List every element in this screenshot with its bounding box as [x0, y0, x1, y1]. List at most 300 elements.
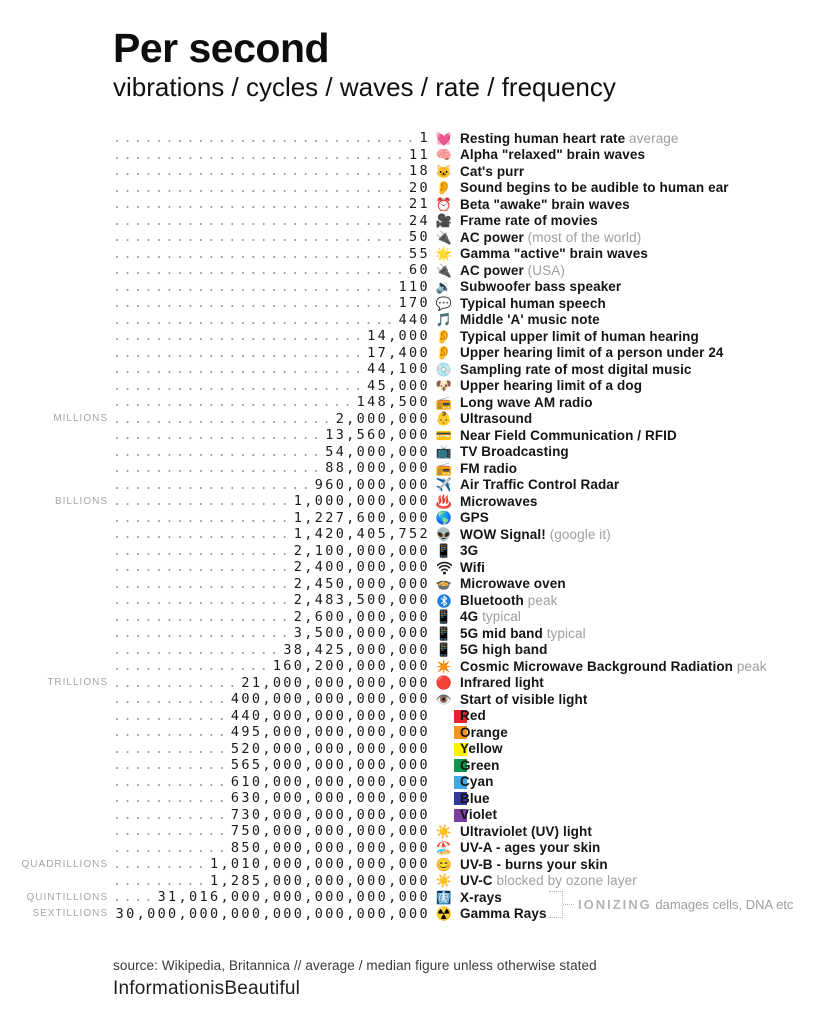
- value-with-leader: [113, 543, 430, 559]
- value-with-leader: [113, 609, 430, 625]
- alien-icon: 👽: [435, 526, 453, 542]
- value-with-leader: [113, 295, 430, 311]
- dot-leader: [113, 576, 294, 592]
- item-label: Typical human speech: [460, 295, 606, 311]
- frequency-row: [0, 130, 819, 147]
- value-with-leader: [113, 856, 430, 872]
- frequency-row: [0, 262, 819, 279]
- magnitude-label: SEXTILLIONS: [32, 908, 108, 920]
- frequency-value: 400,000,000,000,000: [230, 691, 430, 708]
- frequency-row: [0, 229, 819, 246]
- frequency-row: [0, 411, 819, 428]
- frequency-value: 45,000: [367, 377, 430, 394]
- green-swatch-icon: [432, 758, 456, 772]
- dot-leader: [113, 823, 231, 839]
- dot-leader: [113, 130, 420, 146]
- value-with-leader: [113, 592, 430, 608]
- dot-leader: [113, 658, 273, 674]
- frequency-value: 960,000,000: [314, 476, 430, 493]
- brand-logo: InformationisBeautiful: [113, 978, 301, 999]
- frequency-row: [0, 394, 819, 411]
- value-with-leader: [113, 378, 430, 394]
- frequency-value: 160,200,000,000: [272, 658, 430, 675]
- frequency-row: [0, 840, 819, 857]
- value-with-leader: [113, 625, 430, 641]
- value-with-leader: [113, 196, 430, 212]
- value-with-leader: [113, 906, 430, 922]
- electric-plug-icon: 🔌: [435, 229, 453, 245]
- item-label: Infrared light: [460, 675, 544, 691]
- value-with-leader: [113, 180, 430, 196]
- value-with-leader: [113, 724, 430, 740]
- cat-face-icon: 🐱: [435, 163, 453, 179]
- frequency-row: [0, 163, 819, 180]
- dot-leader: [113, 559, 294, 575]
- frequency-row: [0, 493, 819, 510]
- value-with-leader: [113, 526, 430, 542]
- dot-leader: [113, 625, 294, 641]
- item-label: Gamma "active" brain waves: [460, 246, 648, 262]
- mobile-phone-icon: 📱: [435, 642, 453, 658]
- frequency-value: 730,000,000,000,000: [230, 806, 430, 823]
- item-note: average: [625, 130, 679, 146]
- dot-leader: [113, 642, 283, 658]
- item-label: 5G mid band typical: [460, 625, 586, 641]
- frequency-row: [0, 213, 819, 230]
- source-credit: source: Wikipedia, Britannica // average / median figure unless otherwise stated: [113, 958, 597, 973]
- frequency-value: 31,016,000,000,000,000,000: [157, 889, 430, 906]
- item-label: Typical upper limit of human hearing: [460, 328, 699, 344]
- ionizing-text: [578, 897, 793, 912]
- dot-leader: [113, 889, 158, 905]
- frequency-row: [0, 295, 819, 312]
- frequency-row: [0, 559, 819, 576]
- dot-leader: [113, 807, 231, 823]
- frequency-row: [0, 625, 819, 642]
- frequency-value: 2,600,000,000: [293, 608, 430, 625]
- musical-note-icon: 🎵: [435, 312, 453, 328]
- frequency-row: [0, 609, 819, 626]
- frequency-row: [0, 691, 819, 708]
- frequency-row: [0, 460, 819, 477]
- item-label: Sound begins to be audible to human ear: [460, 180, 729, 196]
- dot-leader: [113, 328, 367, 344]
- value-with-leader: [113, 460, 430, 476]
- item-label: UV-A - ages your skin: [460, 840, 601, 856]
- frequency-value: 3,500,000,000: [293, 625, 430, 642]
- speech-balloon-icon: 💬: [435, 295, 453, 311]
- value-with-leader: [113, 642, 430, 658]
- value-with-leader: [113, 279, 430, 295]
- item-label: Cat's purr: [460, 163, 525, 179]
- value-with-leader: [113, 213, 430, 229]
- frequency-value: 850,000,000,000,000: [230, 839, 430, 856]
- frequency-value: 14,000: [367, 328, 430, 345]
- header: [113, 26, 616, 103]
- beating-heart-icon: 💓: [435, 130, 453, 146]
- frequency-row: [0, 345, 819, 362]
- frequency-value: 17,400: [367, 344, 430, 361]
- frequency-row: [0, 642, 819, 659]
- dot-leader: [113, 279, 399, 295]
- frequency-value: 13,560,000: [325, 427, 430, 444]
- dot-leader: [113, 510, 294, 526]
- frequency-row: [0, 361, 819, 378]
- ear-icon: 👂: [435, 328, 453, 344]
- item-note: (most of the world): [523, 229, 642, 245]
- item-note: (google it): [545, 526, 611, 542]
- pot-of-food-icon: 🍲: [435, 576, 453, 592]
- dot-leader: [113, 444, 325, 460]
- item-label: Middle 'A' music note: [460, 312, 600, 328]
- magnitude-label: TRILLIONS: [47, 677, 108, 689]
- radio-icon: 📻: [435, 394, 453, 410]
- xray-icon: 🩻: [435, 889, 453, 905]
- value-with-leader: [113, 889, 430, 905]
- dot-leader: [113, 163, 409, 179]
- frequency-value: 1,285,000,000,000,000: [209, 872, 430, 889]
- movie-camera-icon: 🎥: [435, 213, 453, 229]
- dot-leader: [113, 774, 231, 790]
- item-note: typical: [478, 609, 522, 625]
- dot-leader: [113, 345, 367, 361]
- item-label: Air Traffic Control Radar: [460, 477, 620, 493]
- item-label: Ultrasound: [460, 411, 533, 427]
- radio-icon: 📻: [435, 460, 453, 476]
- value-with-leader: [113, 130, 430, 146]
- frequency-value: 520,000,000,000,000: [230, 740, 430, 757]
- dot-leader: [113, 691, 231, 707]
- frequency-value: 88,000,000: [325, 460, 430, 477]
- item-label: Upper hearing limit of a person under 24: [460, 345, 724, 361]
- item-label: Ultraviolet (UV) light: [460, 823, 592, 839]
- item-label: Microwave oven: [460, 576, 566, 592]
- dot-leader: [113, 213, 409, 229]
- frequency-value: 18: [409, 163, 430, 180]
- beach-umbrella-icon: 🏖️: [435, 840, 453, 856]
- item-label: Cyan: [460, 774, 494, 790]
- dot-leader: [113, 229, 409, 245]
- item-note: blocked by ozone layer: [492, 873, 637, 889]
- value-with-leader: [113, 328, 430, 344]
- frequency-row: [0, 279, 819, 296]
- frequency-value: 55: [409, 245, 430, 262]
- value-with-leader: [113, 559, 430, 575]
- frequency-row: [0, 823, 819, 840]
- dot-leader: [113, 724, 231, 740]
- magnitude-label: QUADRILLIONS: [21, 858, 108, 870]
- value-with-leader: [113, 741, 430, 757]
- value-with-leader: [113, 444, 430, 460]
- dot-leader: [113, 609, 294, 625]
- value-with-leader: [113, 658, 430, 674]
- dot-leader: [113, 147, 409, 163]
- frequency-value: 21,000,000,000,000: [241, 674, 430, 691]
- value-with-leader: [113, 246, 430, 262]
- frequency-value: 110: [398, 278, 430, 295]
- frequency-value: 54,000,000: [325, 443, 430, 460]
- value-with-leader: [113, 708, 430, 724]
- item-label: Sampling rate of most digital music: [460, 361, 692, 377]
- value-with-leader: [113, 510, 430, 526]
- item-label: FM radio: [460, 460, 518, 476]
- cyan-swatch-icon: [432, 775, 456, 789]
- electric-plug-icon: 🔌: [435, 262, 453, 278]
- frequency-value: 50: [409, 229, 430, 246]
- value-with-leader: [113, 807, 430, 823]
- frequency-row: [0, 328, 819, 345]
- item-label: Yellow: [460, 741, 503, 757]
- dot-leader: [113, 856, 210, 872]
- red-swatch-icon: [432, 709, 456, 723]
- value-with-leader: [113, 262, 430, 278]
- frequency-value: 1,010,000,000,000,000: [209, 856, 430, 873]
- dot-leader: [113, 493, 294, 509]
- magnitude-label: MILLIONS: [53, 413, 108, 425]
- item-label: Cosmic Microwave Background Radiation peak: [460, 658, 767, 674]
- frequency-row: [0, 592, 819, 609]
- frequency-value: 30,000,000,000,000,000,000,000: [115, 905, 430, 922]
- value-with-leader: [113, 147, 430, 163]
- dot-leader: [113, 790, 231, 806]
- frequency-row: [0, 543, 819, 560]
- value-with-leader: [113, 774, 430, 790]
- frequency-row: [0, 576, 819, 593]
- eye-icon: 👁️: [435, 691, 453, 707]
- frequency-value: 630,000,000,000,000: [230, 790, 430, 807]
- dot-leader: [113, 592, 294, 608]
- item-label: Near Field Communication / RFID: [460, 427, 677, 443]
- frequency-value: 1,420,405,752: [293, 526, 430, 543]
- dot-leader: [113, 708, 231, 724]
- item-label: UV-C blocked by ozone layer: [460, 873, 637, 889]
- frequency-row: [0, 526, 819, 543]
- item-label: Red: [460, 708, 486, 724]
- value-with-leader: [113, 840, 430, 856]
- brain-icon: 🧠: [435, 147, 453, 163]
- ionizing-bracket: [549, 891, 563, 918]
- item-label: Subwoofer bass speaker: [460, 279, 622, 295]
- frequency-row: [0, 774, 819, 791]
- bluetooth-icon: [432, 593, 456, 608]
- frequency-row: [0, 873, 819, 890]
- frequency-value: 495,000,000,000,000: [230, 724, 430, 741]
- frequency-row: [0, 741, 819, 758]
- dot-leader: [113, 741, 231, 757]
- frequency-row: [0, 724, 819, 741]
- mobile-phone-icon: 📱: [435, 625, 453, 641]
- page-subtitle: vibrations / cycles / waves / rate / frequency: [113, 72, 616, 103]
- item-label: Green: [460, 757, 500, 773]
- value-with-leader: [113, 790, 430, 806]
- dot-leader: [113, 526, 294, 542]
- value-with-leader: [113, 823, 430, 839]
- frequency-value: 610,000,000,000,000: [230, 773, 430, 790]
- item-label: Gamma Rays: [460, 906, 547, 922]
- ionizing-label: IONIZING: [578, 897, 652, 912]
- item-label: Resting human heart rate average: [460, 130, 679, 146]
- frequency-row: [0, 510, 819, 527]
- frequency-value: 170: [398, 295, 430, 312]
- item-label: WOW Signal! (google it): [460, 526, 611, 542]
- frequency-row: [0, 196, 819, 213]
- speaker-icon: 🔉: [435, 279, 453, 295]
- frequency-row: [0, 378, 819, 395]
- frequency-value: 24: [409, 212, 430, 229]
- ionizing-connector: [563, 904, 574, 905]
- frequency-row: [0, 856, 819, 873]
- value-with-leader: [113, 576, 430, 592]
- dot-leader: [113, 378, 367, 394]
- ionizing-annotation: [549, 888, 819, 922]
- dot-leader: [113, 411, 336, 427]
- frequency-value: 1: [419, 130, 430, 147]
- item-note: (USA): [523, 262, 565, 278]
- frequency-value: 440,000,000,000,000: [230, 707, 430, 724]
- frequency-row: [0, 807, 819, 824]
- frequency-row: [0, 180, 819, 197]
- hot-springs-icon: ♨️: [435, 493, 453, 509]
- frequency-row: [0, 790, 819, 807]
- item-label: 3G: [460, 543, 479, 559]
- baby-icon: 👶: [435, 411, 453, 427]
- ionizing-note-text: damages cells, DNA etc: [655, 897, 794, 912]
- dot-leader: [113, 675, 241, 691]
- frequency-value: 11: [409, 146, 430, 163]
- item-label: AC power (USA): [460, 262, 565, 278]
- sun-icon: ☀️: [435, 823, 453, 839]
- frequency-value: 1,000,000,000: [293, 493, 430, 510]
- frequency-value: 750,000,000,000,000: [230, 823, 430, 840]
- frequency-value: 21: [409, 196, 430, 213]
- frequency-list: [0, 130, 819, 922]
- item-label: 5G high band: [460, 642, 548, 658]
- frequency-value: 60: [409, 262, 430, 279]
- dot-leader: [113, 543, 294, 559]
- item-note: peak: [733, 658, 767, 674]
- frequency-value: 2,483,500,000: [293, 592, 430, 609]
- frequency-row: [0, 757, 819, 774]
- dot-leader: [113, 180, 409, 196]
- frequency-value: 2,450,000,000: [293, 575, 430, 592]
- frequency-row: [0, 658, 819, 675]
- dot-leader: [113, 460, 325, 476]
- magnitude-label: BILLIONS: [54, 495, 108, 507]
- smiling-face-icon: 😊: [435, 856, 453, 872]
- frequency-value: 38,425,000,000: [283, 641, 430, 658]
- dot-leader: [113, 873, 210, 889]
- value-with-leader: [113, 493, 430, 509]
- ear-icon: 👂: [435, 345, 453, 361]
- sun-icon: ☀️: [435, 873, 453, 889]
- value-with-leader: [113, 394, 430, 410]
- dot-leader: [113, 196, 409, 212]
- frequency-row: [0, 246, 819, 263]
- blue-swatch-icon: [432, 791, 456, 805]
- wifi-icon: [432, 560, 456, 575]
- dot-leader: [113, 427, 325, 443]
- dot-leader: [113, 394, 357, 410]
- dot-leader: [113, 840, 231, 856]
- value-with-leader: [113, 345, 430, 361]
- item-label: Upper hearing limit of a dog: [460, 378, 643, 394]
- mobile-phone-icon: 📱: [435, 543, 453, 559]
- dot-leader: [113, 262, 409, 278]
- airplane-icon: ✈️: [435, 477, 453, 493]
- violet-swatch-icon: [432, 808, 456, 822]
- red-circle-icon: 🔴: [435, 675, 453, 691]
- item-label: Orange: [460, 724, 508, 740]
- frequency-value: 20: [409, 179, 430, 196]
- value-with-leader: [113, 427, 430, 443]
- frequency-value: 44,100: [367, 361, 430, 378]
- item-label: UV-B - burns your skin: [460, 856, 608, 872]
- cd-icon: 💿: [435, 361, 453, 377]
- credit-card-icon: 💳: [435, 427, 453, 443]
- value-with-leader: [113, 312, 430, 328]
- item-label: X-rays: [460, 889, 502, 905]
- dot-leader: [113, 361, 367, 377]
- frequency-row: [0, 312, 819, 329]
- frequency-row: [0, 444, 819, 461]
- dot-leader: [113, 295, 399, 311]
- footer: [113, 958, 597, 1000]
- frequency-value: 1,227,600,000: [293, 509, 430, 526]
- orange-swatch-icon: [432, 725, 456, 739]
- starburst-icon: ✴️: [435, 658, 453, 674]
- value-with-leader: [113, 757, 430, 773]
- value-with-leader: [113, 675, 430, 691]
- frequency-value: 440: [398, 311, 430, 328]
- item-label: Frame rate of movies: [460, 213, 598, 229]
- dot-leader: [113, 477, 315, 493]
- frequency-value: 2,400,000,000: [293, 559, 430, 576]
- item-label: Wifi: [460, 559, 486, 575]
- item-label: Bluetooth peak: [460, 592, 558, 608]
- yellow-swatch-icon: [432, 742, 456, 756]
- value-with-leader: [113, 411, 430, 427]
- frequency-value: 148,500: [356, 394, 430, 411]
- radioactive-icon: ☢️: [435, 906, 453, 922]
- ear-icon: 👂: [435, 180, 453, 196]
- glowing-star-icon: 🌟: [435, 246, 453, 262]
- frequency-value: 2,100,000,000: [293, 542, 430, 559]
- globe-icon: 🌎: [435, 510, 453, 526]
- item-label: Alpha "relaxed" brain waves: [460, 147, 646, 163]
- item-label: Beta "awake" brain waves: [460, 196, 630, 212]
- item-label: Microwaves: [460, 493, 538, 509]
- tv-icon: 📺: [435, 444, 453, 460]
- frequency-value: 2,000,000: [335, 410, 430, 427]
- page-title: Per second: [113, 25, 330, 71]
- item-note: typical: [542, 625, 586, 641]
- item-label: 4G typical: [460, 609, 522, 625]
- value-with-leader: [113, 477, 430, 493]
- value-with-leader: [113, 163, 430, 179]
- frequency-row: [0, 477, 819, 494]
- dot-leader: [113, 312, 399, 328]
- item-label: TV Broadcasting: [460, 444, 569, 460]
- value-with-leader: [113, 361, 430, 377]
- frequency-row: [0, 708, 819, 725]
- dog-face-icon: 🐶: [435, 378, 453, 394]
- mobile-phone-icon: 📱: [435, 609, 453, 625]
- frequency-row: [0, 147, 819, 164]
- item-label: GPS: [460, 510, 489, 526]
- value-with-leader: [113, 873, 430, 889]
- item-label: Start of visible light: [460, 691, 588, 707]
- item-label: Violet: [460, 807, 498, 823]
